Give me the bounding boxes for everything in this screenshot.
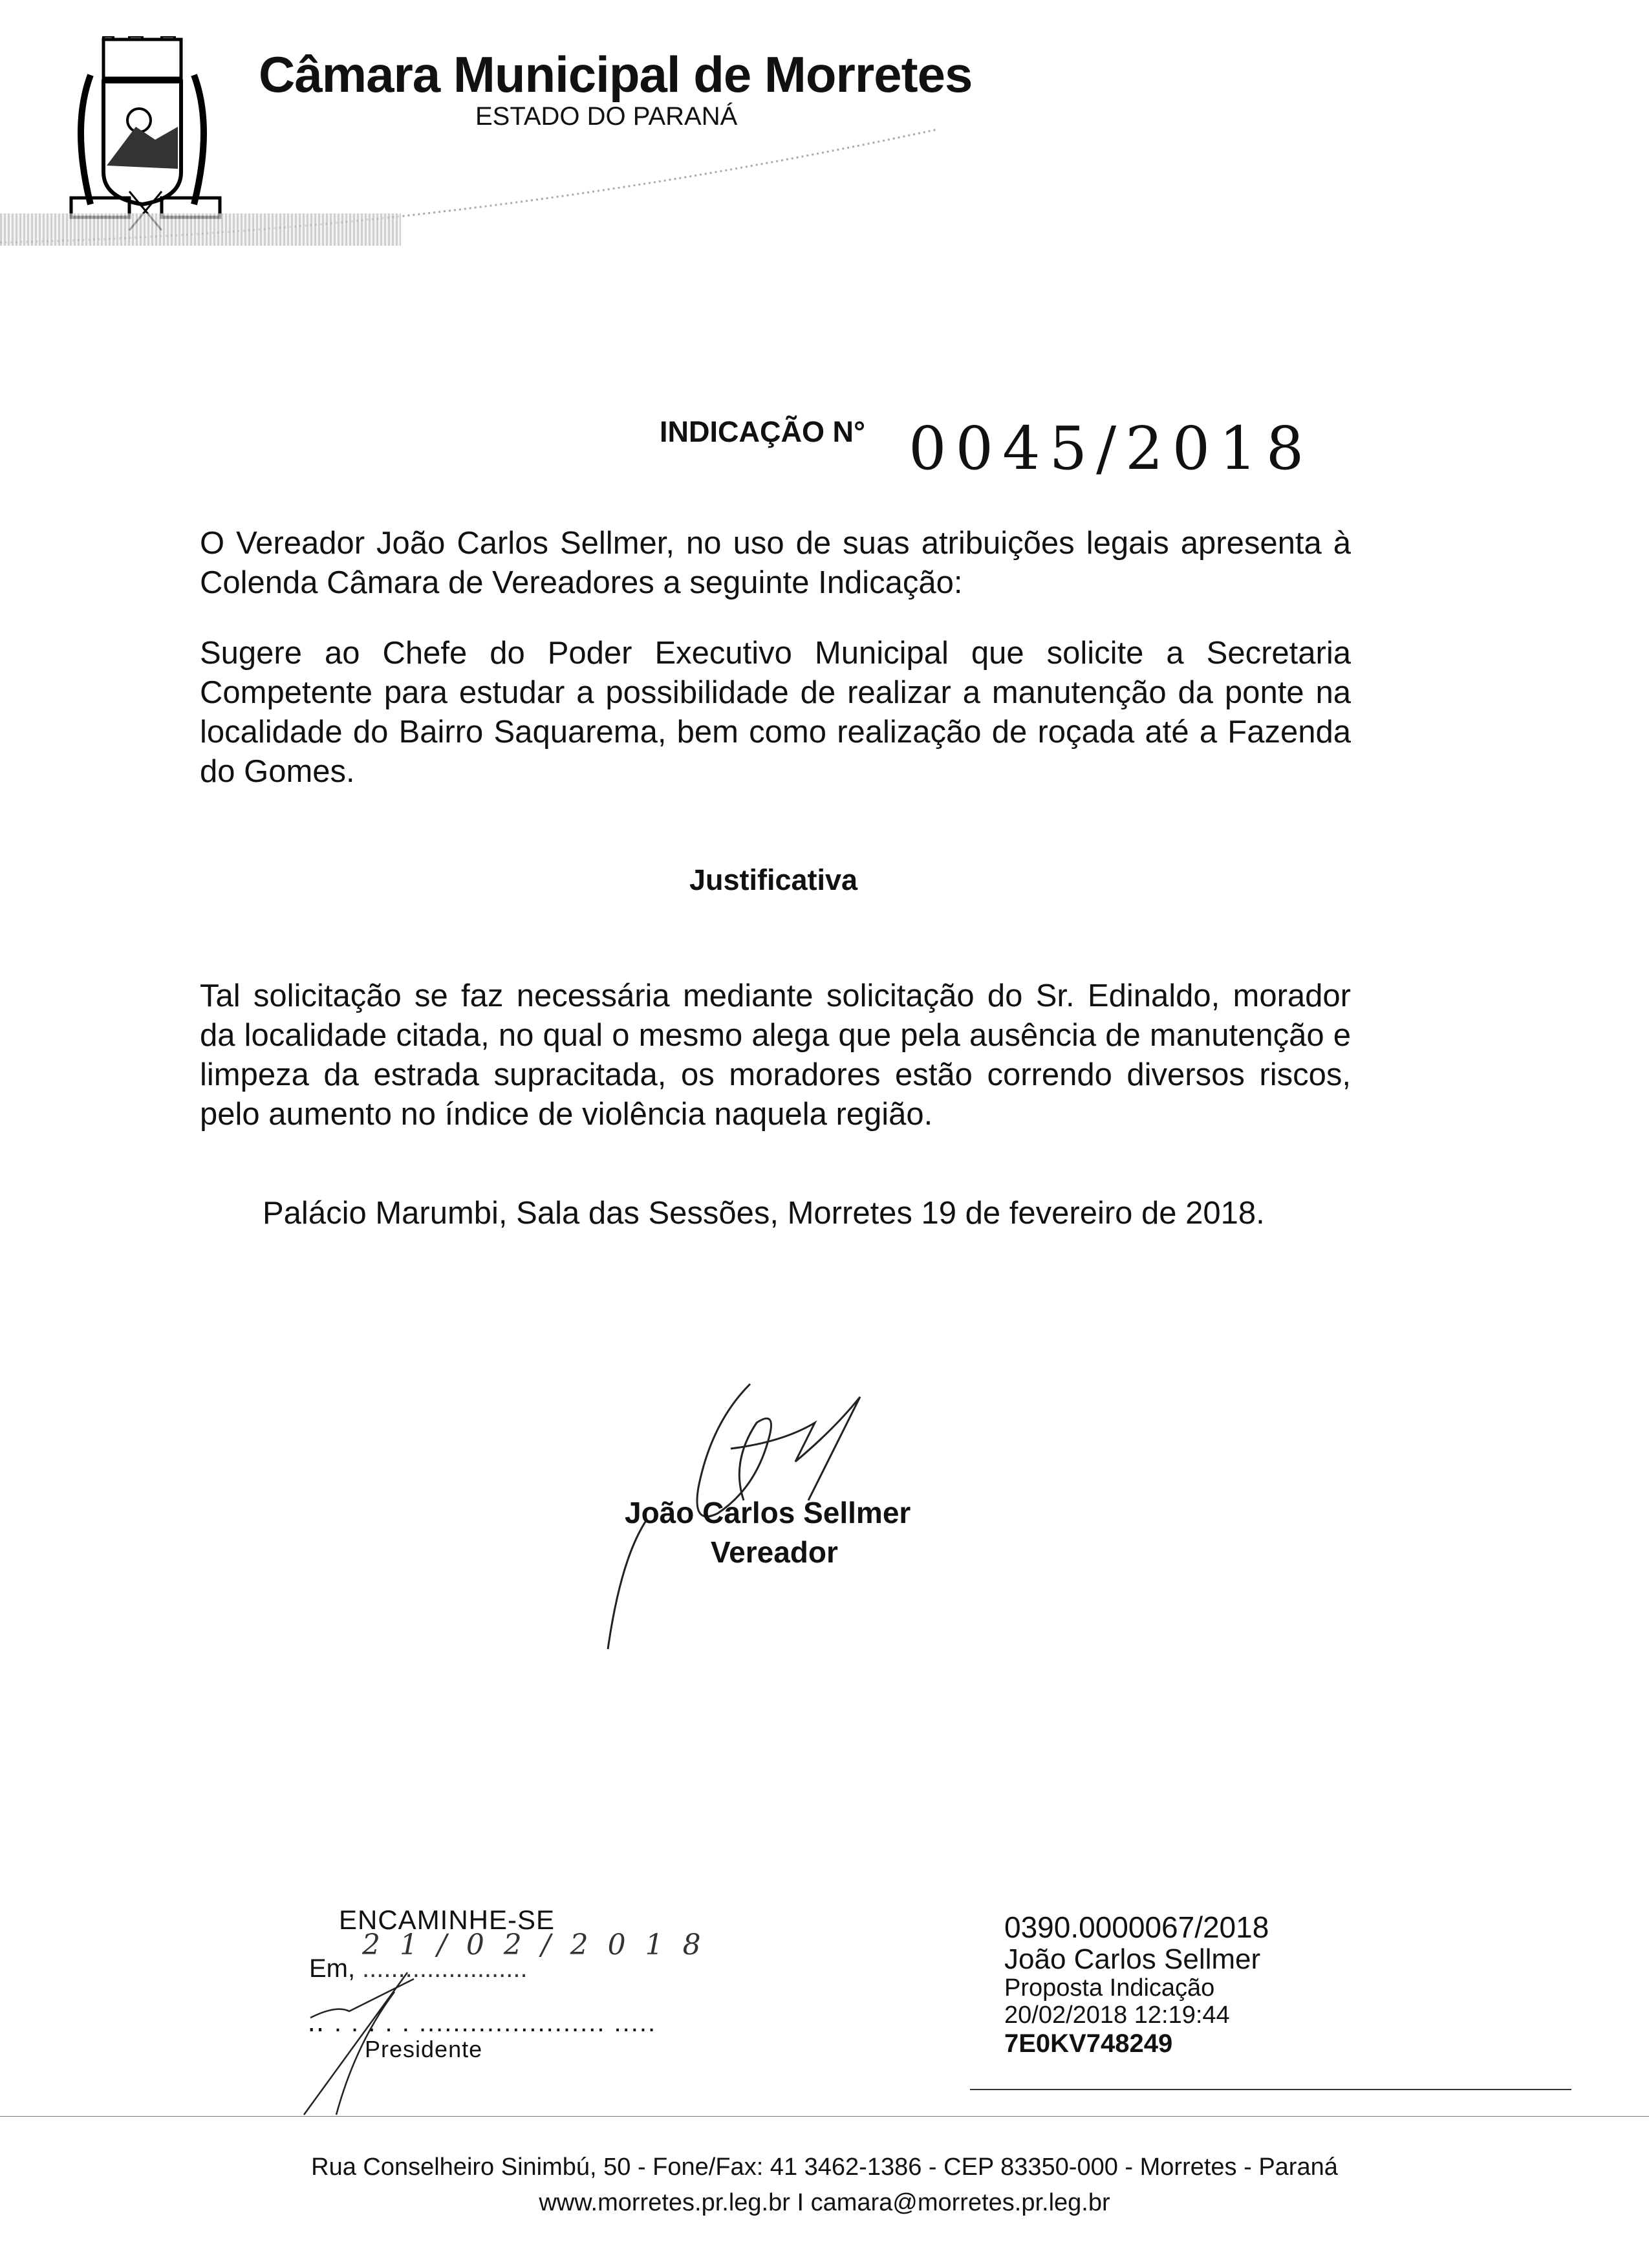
footer-address: Rua Conselheiro Sinimbú, 50 - Fone/Fax: 41 3462-1386 - CEP 83350-000 - Morretes - Paraná bbox=[311, 2154, 1338, 2181]
protocol-type: Proposta Indicação bbox=[1004, 1974, 1215, 2002]
protocol-datetime: 20/02/2018 12:19:44 bbox=[1004, 2001, 1230, 2029]
header-band bbox=[0, 213, 401, 246]
institution-title: Câmara Municipal de Morretes bbox=[259, 46, 973, 103]
footer-divider bbox=[0, 2116, 1649, 2117]
protocol-code: 7E0KV748249 bbox=[1004, 2029, 1173, 2058]
protocol-author: João Carlos Sellmer bbox=[1004, 1943, 1261, 1975]
forward-stamp-role: Presidente bbox=[365, 2036, 483, 2062]
indicacao-number: 0045/2018 bbox=[909, 414, 1313, 483]
justification-heading: Justificativa bbox=[689, 863, 858, 896]
protocol-stamp bbox=[1004, 1911, 1269, 2058]
forward-stamp-signature-line: ‥ . . . . . ...................... ..... bbox=[307, 2009, 657, 2037]
justification-paragraph: Tal solicitação se faz necessária mediante solicitação do Sr. Edinaldo, morador da localidade citada, no qual o mesmo alega que pela ausência de manutenção e limpeza da estrada supracitada, os moradores estão correndo diversos riscos, pelo aumento no índice de violência naquela região. bbox=[200, 978, 1351, 1132]
signer-role: Vereador bbox=[711, 1535, 838, 1569]
signer-name: João Carlos Sellmer bbox=[625, 1496, 911, 1529]
handwritten-date: 21/02/2018 bbox=[362, 1928, 720, 1961]
protocol-number: 0390.0000067/2018 bbox=[1004, 1910, 1269, 1944]
place-date: Palácio Marumbi, Sala das Sessões, Morretes 19 de fevereiro de 2018. bbox=[263, 1196, 1265, 1231]
forward-stamp-title: ENCAMINHE-SE bbox=[339, 1905, 555, 1935]
footer-web-contact: www.morretes.pr.leg.br I camara@morretes.pr.leg.br bbox=[539, 2189, 1110, 2216]
indicacao-label: INDICAÇÃO N° bbox=[660, 415, 865, 448]
state-subtitle: ESTADO DO PARANÁ bbox=[475, 102, 738, 131]
intro-paragraph: O Vereador João Carlos Sellmer, no uso de suas atribuições legais apresenta à Colenda Câmara de Vereadores a seguinte Indicação: bbox=[200, 526, 1351, 600]
stamp-divider bbox=[970, 2089, 1571, 2090]
forward-stamp-em-label: Em, bbox=[309, 1954, 356, 1983]
request-paragraph: Sugere ao Chefe do Poder Executivo Municipal que solicite a Secretaria Competente para estudar a possibilidade de realizar a manutenção da ponte na localidade do Bairro Saquarema, bem como realização de roçada até a Fazenda do Gomes. bbox=[200, 636, 1351, 789]
